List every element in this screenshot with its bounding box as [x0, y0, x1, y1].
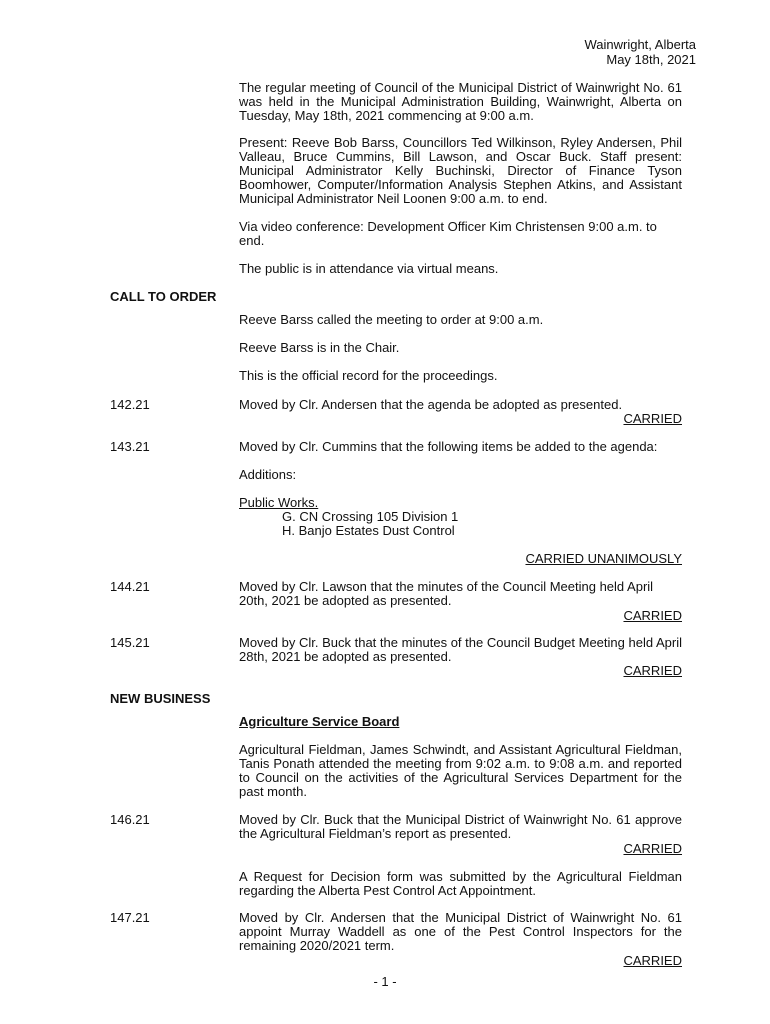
call-to-order-line: Reeve Barss called the meeting to order at 9:00 a.m.: [239, 312, 544, 327]
official-record-line: This is the official record for the proceedings.: [239, 368, 498, 383]
motion-number: 144.21: [110, 579, 150, 594]
header-date: May 18th, 2021: [606, 52, 696, 67]
motion-result: CARRIED: [623, 953, 682, 968]
agriculture-service-board-heading: Agriculture Service Board: [239, 714, 400, 729]
motion-result: CARRIED: [623, 608, 682, 623]
motion-result: CARRIED UNANIMOUSLY: [525, 551, 682, 566]
motion-number: 142.21: [110, 397, 150, 412]
chair-line: Reeve Barss is in the Chair.: [239, 340, 400, 355]
call-to-order-heading: CALL TO ORDER: [110, 289, 217, 304]
motion-text: Moved by Clr. Andersen that the Municipal District of Wainwright No. 61 appoint Murray Waddell as one of the Pest Control Inspectors for the remaining 2020/2021 term.: [239, 910, 682, 953]
intro-paragraph: The regular meeting of Council of the Municipal District of Wainwright No. 61 was held in the Municipal Administration Building, Wainwright, Alberta on Tuesday, May 18th, 2021 commencing at 9:00 a.m.: [239, 80, 682, 123]
motion-result: CARRIED: [623, 841, 682, 856]
public-attendance-paragraph: The public is in attendance via virtual means.: [239, 261, 499, 276]
motion-result: CARRIED: [623, 663, 682, 678]
motion-text: Moved by Clr. Buck that the minutes of the Council Budget Meeting held April 28th, 2021 be adopted as presented.: [239, 635, 682, 664]
additions-list: [239, 496, 682, 538]
document-header: [584, 37, 696, 67]
public-works-label: Public Works.: [239, 495, 319, 510]
additions-label: Additions:: [239, 467, 297, 482]
motion-text: Moved by Clr. Buck that the Municipal District of Wainwright No. 61 approve the Agricultural Fieldman’s report as presented.: [239, 812, 682, 841]
motion-number: 145.21: [110, 635, 150, 650]
motion-number: 143.21: [110, 439, 150, 454]
attendance-paragraph: Present: Reeve Bob Barss, Councillors Ted Wilkinson, Ryley Andersen, Phil Valleau, Bruce Cummins, Bill Lawson, and Oscar Buck. Staff present: Municipal Administrator Kelly Buchinski, Director of Finance Tyson Boomhower, Computer/Information Analysis Stephen Atkins, and Assistant Municipal Administrator Neil Loonen 9:00 a.m. to end.: [239, 135, 682, 206]
page-number: - 1 -: [373, 974, 397, 989]
new-business-heading: NEW BUSINESS: [110, 691, 211, 706]
agenda-item-g: G. CN Crossing 105 Division 1: [282, 509, 459, 524]
agenda-item-h: H. Banjo Estates Dust Control: [282, 523, 455, 538]
fieldman-report-paragraph: Agricultural Fieldman, James Schwindt, and Assistant Agricultural Fieldman, Tanis Ponath attended the meeting from 9:02 a.m. to 9:08 a.m. and reported to Council on the activities of the Agricultural Services Department for the past month.: [239, 742, 682, 799]
motion-text: Moved by Clr. Lawson that the minutes of the Council Meeting held April 20th, 2021 be adopted as presented.: [239, 579, 654, 608]
motion-result: CARRIED: [623, 411, 682, 426]
header-location: Wainwright, Alberta: [584, 37, 696, 52]
motion-number: 146.21: [110, 812, 150, 827]
motion-number: 147.21: [110, 910, 150, 925]
video-conference-paragraph: Via video conference: Development Officer Kim Christensen 9:00 a.m. to end.: [239, 219, 657, 248]
request-for-decision-paragraph: A Request for Decision form was submitted by the Agricultural Fieldman regarding the Alberta Pest Control Act Appointment.: [239, 869, 682, 898]
motion-text: Moved by Clr. Andersen that the agenda be adopted as presented.: [239, 397, 623, 412]
motion-text: Moved by Clr. Cummins that the following items be added to the agenda:: [239, 439, 658, 454]
